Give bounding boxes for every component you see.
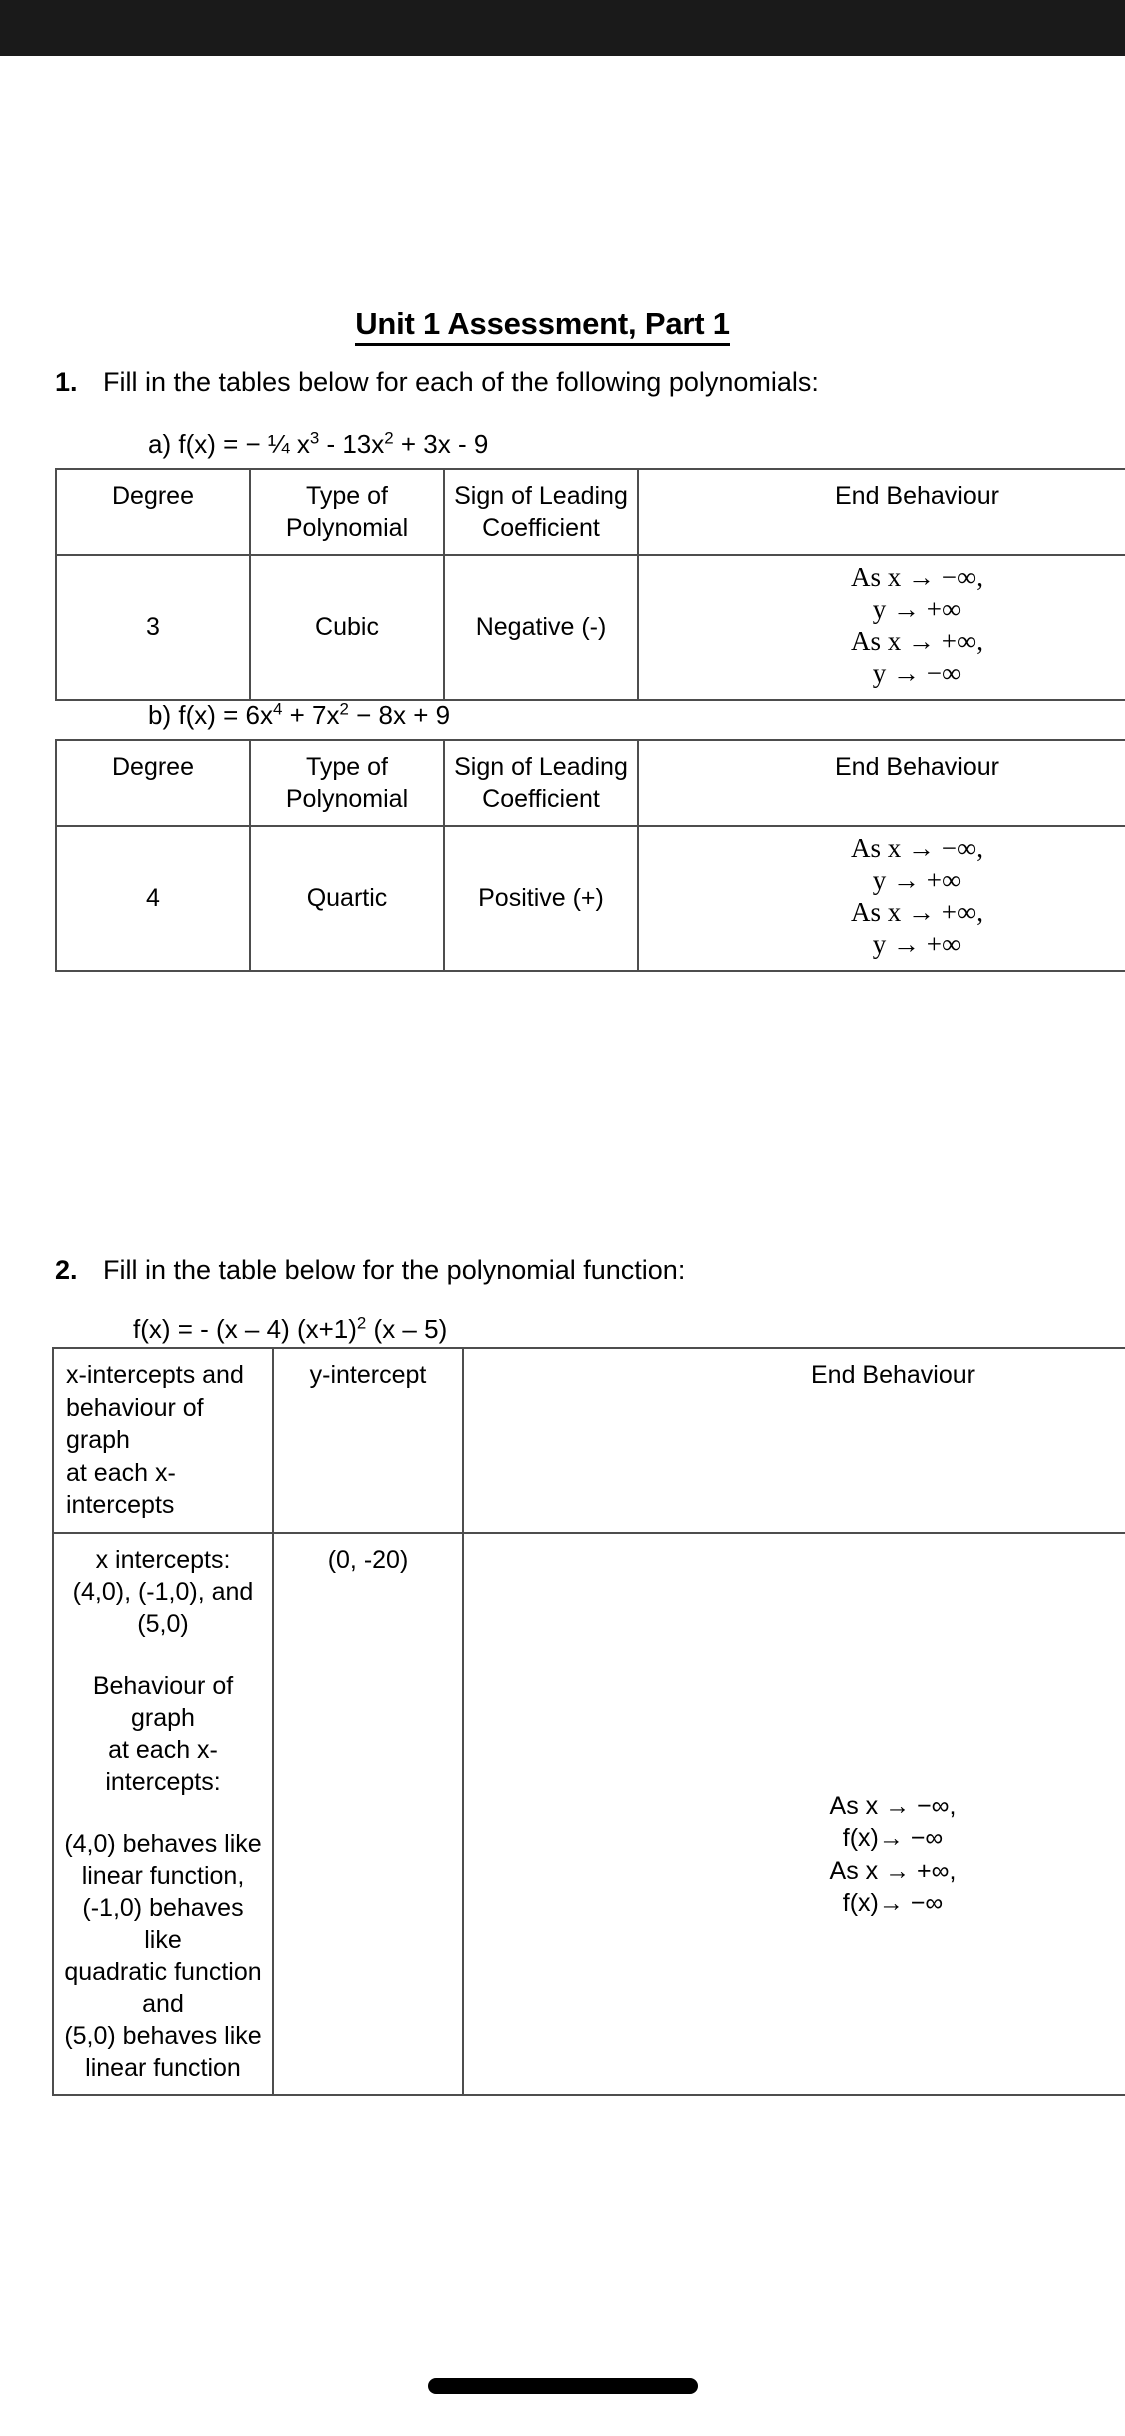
question-2-prompt: Fill in the table below for the polynomial function: <box>103 1255 686 1285</box>
cell-type-b <box>250 826 444 971</box>
header-type-line2: Polynomial <box>285 785 409 813</box>
header-end-behaviour-2-label: End Behaviour <box>810 1361 975 1389</box>
header-sign <box>444 469 638 555</box>
header-sign-line1: Sign of Leading <box>454 482 628 510</box>
equation-b <box>148 700 450 731</box>
x-intercepts-line-12: and <box>142 1989 184 2018</box>
table-row <box>53 1533 1125 2095</box>
x-intercepts-line-8: (4,0) behaves like <box>64 1829 262 1858</box>
header-type <box>250 740 444 826</box>
equation-q2 <box>133 1314 447 1345</box>
x-intercepts-line-3: (5,0) <box>137 1609 189 1638</box>
cell-end-behaviour-b <box>638 826 1125 971</box>
header-type-line1: Type of <box>306 753 388 781</box>
end-behaviour-a-line-4: y → −∞ <box>872 657 962 688</box>
equation-q2-exponent: 2 <box>356 1313 367 1333</box>
cell-degree-a-value: 3 <box>146 613 160 641</box>
header-degree <box>56 740 250 826</box>
equation-b-head: b) f(x) = 6x <box>148 700 273 730</box>
header-degree-label: Degree <box>112 482 194 510</box>
header-sign-line2: Coefficient <box>482 785 600 813</box>
cell-y-intercept <box>273 1533 463 2095</box>
equation-q2-head: f(x) = - (x – 4) (x+1) <box>133 1314 357 1344</box>
x-intercepts-line-5: Behaviour of graph <box>92 1671 234 1732</box>
cell-type-b-value: Quartic <box>306 884 388 912</box>
cell-degree-a <box>56 555 250 700</box>
equation-b-exponent-1: 4 <box>272 699 283 719</box>
polynomial-table-a <box>55 468 1125 701</box>
header-sign-line2: Coefficient <box>482 514 600 542</box>
header-x-intercepts-line3: at each x-intercepts <box>66 1458 176 1519</box>
header-end-behaviour-2 <box>463 1348 1125 1533</box>
home-indicator[interactable] <box>428 2378 698 2394</box>
equation-a-tail: + 3x - 9 <box>393 429 489 459</box>
table-row <box>53 1348 1125 1533</box>
header-sign <box>444 740 638 826</box>
end-behaviour-b-line-3: As x → +∞, <box>851 896 983 927</box>
x-intercepts-line-2: (4,0), (-1,0), and <box>72 1577 254 1606</box>
table-row <box>56 469 1125 555</box>
header-y-intercept-label: y-intercept <box>309 1361 427 1389</box>
cell-type-a <box>250 555 444 700</box>
header-sign-line1: Sign of Leading <box>454 753 628 781</box>
table-row <box>56 555 1125 700</box>
header-x-intercepts-line2: behaviour of graph <box>66 1393 204 1454</box>
cell-sign-a-value: Negative (-) <box>475 613 607 641</box>
cell-degree-b-value: 4 <box>146 884 160 912</box>
end-behaviour-b-line-1: As x → −∞, <box>851 833 983 863</box>
end-behaviour-b-line-4: y → +∞ <box>872 928 962 959</box>
header-degree <box>56 469 250 555</box>
equation-a-exponent-1: 3 <box>309 428 320 448</box>
page-title <box>0 306 1085 342</box>
cell-sign-b-value: Positive (+) <box>478 884 604 912</box>
equation-a-head: a) f(x) = − ¼ x <box>148 429 310 459</box>
x-intercepts-line-6: at each x-intercepts: <box>105 1735 221 1796</box>
question-2-number: 2. <box>55 1255 78 1285</box>
cell-x-intercepts <box>53 1533 273 2095</box>
cell-end-behaviour-a <box>638 555 1125 700</box>
equation-a-exponent-2: 2 <box>384 428 394 448</box>
cell-sign-b <box>444 826 638 971</box>
end-behaviour-2-line-2: f(x)→ −∞ <box>842 1824 944 1852</box>
equation-b-mid: + 7x <box>282 700 340 730</box>
x-intercepts-line-13: (5,0) behaves like <box>64 2021 262 2050</box>
status-bar <box>0 0 1125 56</box>
polynomial-function-table <box>52 1347 1125 2096</box>
cell-type-a-value: Cubic <box>315 613 379 641</box>
header-end-behaviour <box>638 740 1125 826</box>
equation-b-tail: − 8x + 9 <box>348 700 451 730</box>
x-intercepts-line-1: x intercepts: <box>95 1545 231 1574</box>
table-row <box>56 826 1125 971</box>
polynomial-table-b <box>55 739 1125 972</box>
cell-sign-a <box>444 555 638 700</box>
equation-b-exponent-2: 2 <box>339 699 349 719</box>
question-2 <box>55 1255 685 1286</box>
header-type-line1: Type of <box>306 482 388 510</box>
equation-a-mid: - 13x <box>319 429 385 459</box>
page-title-text: Unit 1 Assessment, Part 1 <box>355 306 730 346</box>
x-intercepts-line-10: (-1,0) behaves like <box>82 1893 244 1954</box>
end-behaviour-a-line-1: As x → −∞, <box>851 562 983 592</box>
equation-q2-tail: (x – 5) <box>366 1314 448 1344</box>
end-behaviour-a-line-2: y → +∞ <box>872 593 962 624</box>
end-behaviour-2-line-4: f(x)→ −∞ <box>842 1889 944 1917</box>
header-degree-label: Degree <box>112 753 194 781</box>
question-1-prompt: Fill in the tables below for each of the following polynomials: <box>103 367 819 397</box>
header-end-behaviour <box>638 469 1125 555</box>
end-behaviour-b-line-2: y → +∞ <box>872 864 962 895</box>
spacer <box>62 1640 264 1670</box>
header-end-behaviour-label: End Behaviour <box>834 482 999 510</box>
equation-a <box>148 429 488 460</box>
header-end-behaviour-label: End Behaviour <box>834 753 999 781</box>
header-type <box>250 469 444 555</box>
end-behaviour-a-line-3: As x → +∞, <box>851 625 983 656</box>
cell-y-intercept-value: (0, -20) <box>327 1545 409 1574</box>
x-intercepts-line-9: linear function, <box>81 1861 245 1890</box>
table-row <box>56 740 1125 826</box>
spacer <box>62 1798 264 1828</box>
x-intercepts-line-14: linear function <box>85 2053 241 2082</box>
question-1-number: 1. <box>55 367 78 397</box>
end-behaviour-2-line-1: As x → −∞, <box>829 1791 957 1820</box>
question-1 <box>55 367 819 398</box>
header-x-intercepts-line1: x-intercepts and <box>66 1361 244 1389</box>
header-x-intercepts <box>53 1348 273 1533</box>
cell-end-behaviour-2 <box>463 1533 1125 2095</box>
x-intercepts-line-11: quadratic function <box>64 1957 262 1986</box>
header-type-line2: Polynomial <box>285 514 409 542</box>
header-y-intercept <box>273 1348 463 1533</box>
document-page[interactable] <box>0 56 1125 2336</box>
end-behaviour-2-line-3: As x → +∞, <box>829 1856 957 1885</box>
cell-degree-b <box>56 826 250 971</box>
